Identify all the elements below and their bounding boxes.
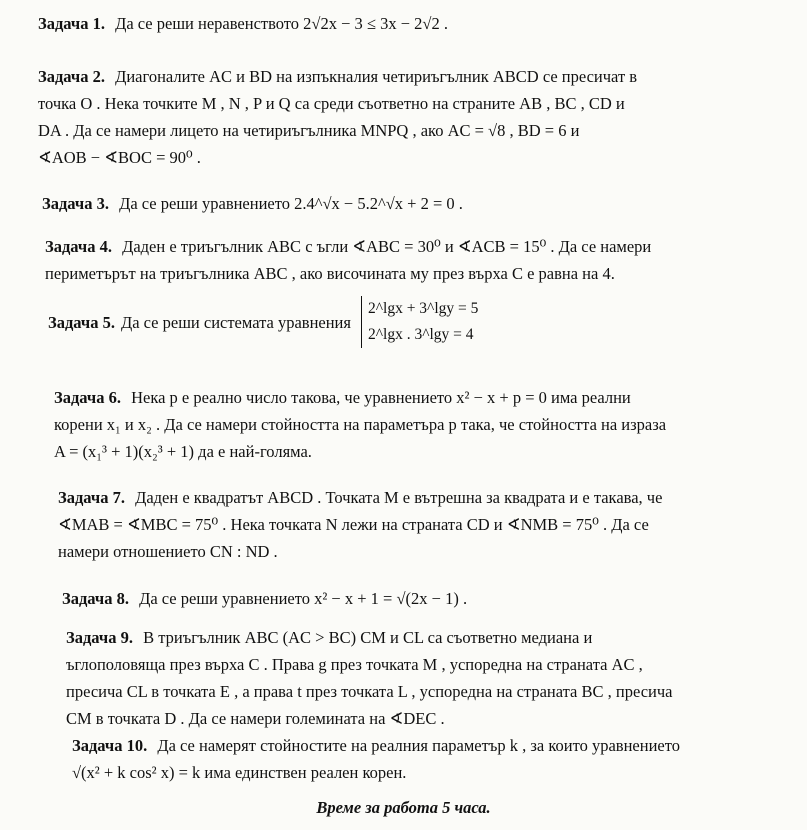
problem-text-line: Диагоналите AC и BD на изпъкналия четириъгълник ABCD се пресичат в [115, 67, 638, 86]
time-limit-note: Време за работа 5 часа. [316, 798, 491, 817]
problem-5 [48, 296, 807, 348]
problem-text-line: DA . Да се намери лицето на четириъгълника MNPQ , ако AC = √8 , BD = 6 и [38, 121, 580, 140]
problem-text-line: точка O . Нека точките M , N , P и Q са среди съответно на страните AB , BC , CD и [38, 94, 625, 113]
system-equation: 2^lgx + 3^lgy = 5 [367, 300, 479, 317]
problem-number: Задача 3. [42, 194, 109, 213]
problem-text-line: Да се реши уравнението x² − x + 1 = √(2x − 1) . [139, 589, 468, 608]
problem-8 [62, 585, 807, 612]
problem-text-line: √(x² + k cos² x) = k има единствен реален корен. [72, 763, 407, 782]
problem-1 [38, 10, 807, 37]
problem-text-line: A = (x₁³ + 1)(x₂³ + 1) да е най-голяма. [54, 442, 312, 461]
problem-text-line: Даден е квадратът ABCD . Точката M е вътрешна за квадрата и е такава, че [135, 488, 663, 507]
problem-number: Задача 6. [54, 388, 121, 407]
problem-9 [66, 624, 807, 732]
problem-text-line: Да се реши системата уравнения [120, 312, 351, 332]
problem-number: Задача 5. [48, 312, 115, 332]
problem-text-line: Нека p е реално число такова, че уравнението x² − x + p = 0 има реални [131, 388, 631, 407]
problem-text-line: ∢MAB = ∢MBC = 75⁰ . Нека точката N лежи на страната CD и ∢NMB = 75⁰ . Да се [58, 515, 649, 534]
problem-number: Задача 7. [58, 488, 125, 507]
problem-text-line: ∢AOB − ∢BOC = 90⁰ . [38, 148, 201, 167]
problem-text-line: Да се реши неравенството 2√2x − 3 ≤ 3x − 2√2 . [115, 14, 448, 33]
problem-text-line: Даден е триъгълник ABC с ъгли ∢ABC = 30⁰ и ∢ACB = 15⁰ . Да се намери [122, 237, 652, 256]
problem-2 [38, 63, 807, 171]
problem-text-line: Да се намерят стойностите на реалния параметър k , за които уравнението [157, 736, 680, 755]
problem-text-line: намери отношението CN : ND . [58, 542, 278, 561]
system-equation: 2^lgx . 3^lgy = 4 [367, 326, 474, 343]
problem-number: Задача 1. [38, 14, 105, 33]
problem-text-line: пресича CL в точката E , а права t през точката L , успоредна на страната BC , пресича [66, 682, 673, 701]
problem-number: Задача 10. [72, 736, 148, 755]
problem-number: Задача 8. [62, 589, 129, 608]
equation-system [361, 296, 478, 348]
problem-4 [45, 233, 807, 287]
problem-text-line: CM в точката D . Да се намери големината на ∢DEC . [66, 709, 445, 728]
problem-text-line: В триъгълник ABC (AC > BC) CM и CL са съответно медиана и [143, 628, 593, 647]
problem-number: Задача 9. [66, 628, 133, 647]
problem-text-line: ъглополовяща през върха C . Права g през точката M , успоредна на страната AC , [66, 655, 643, 674]
problem-text-line: Да се реши уравнението 2.4^√x − 5.2^√x + 2 = 0 . [119, 194, 463, 213]
problem-text-line: корени x₁ и x₂ . Да се намери стойността на параметъра p така, че стойността на израза [54, 415, 667, 434]
problem-6 [54, 384, 807, 465]
problem-number: Задача 2. [38, 67, 105, 86]
problem-text-line: периметърът на триъгълника ABC , ако височината му през върха C е равна на 4. [45, 264, 615, 283]
problem-10 [72, 732, 807, 786]
problem-number: Задача 4. [45, 237, 112, 256]
problem-3 [42, 190, 807, 217]
problem-7 [58, 484, 807, 565]
